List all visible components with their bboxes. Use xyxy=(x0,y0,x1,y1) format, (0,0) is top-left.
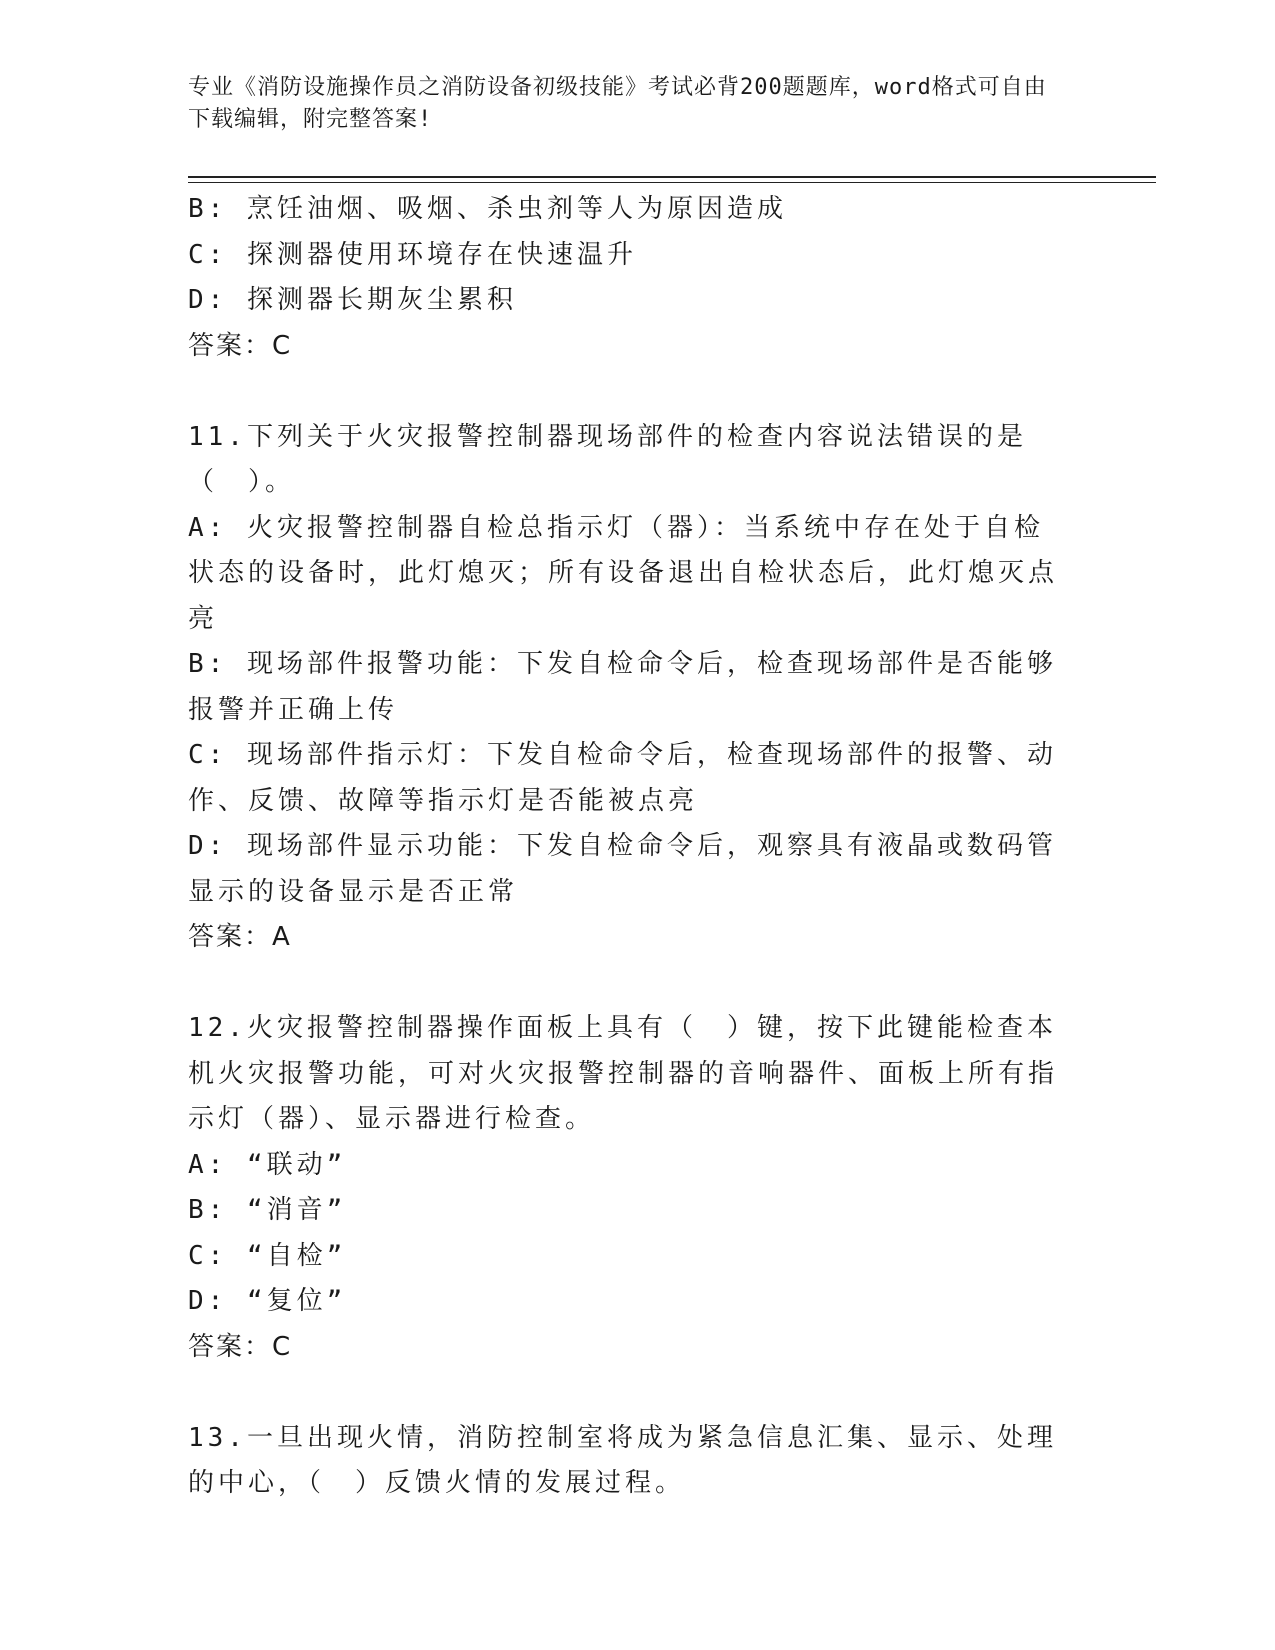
option-a: A: “联动” xyxy=(188,1149,347,1180)
header-divider-thick xyxy=(188,176,1156,178)
question-11 xyxy=(188,415,1073,961)
option-b: B: “消音” xyxy=(188,1195,347,1225)
spacer xyxy=(188,1370,1073,1416)
question-stem: 12.火灾报警控制器操作面板上具有（ ）键，按下此键能检查本机火灾报警功能，可对火灾报警控制器的音响器件、面板上所有指示灯（器）、显示器进行检查。 xyxy=(188,1013,1059,1134)
option-b: B: 现场部件报警功能：下发自检命令后，检查现场部件是否能够报警并正确上传 xyxy=(188,649,1057,725)
answer-line: 答案：C xyxy=(188,330,293,361)
question-13 xyxy=(188,1416,1073,1507)
option-c: C: 探测器使用环境存在快速温升 xyxy=(188,239,637,270)
header-divider-thin xyxy=(188,182,1156,183)
spacer xyxy=(188,961,1073,1007)
option-c: C: 现场部件指示灯：下发自检命令后，检查现场部件的报警、动作、反馈、故障等指示灯是否能被点亮 xyxy=(188,740,1057,816)
option-a: A: 火灾报警控制器自检总指示灯（器）：当系统中存在处于自检状态的设备时，此灯熄灭；所有设备退出自检状态后，此灯熄灭点亮 xyxy=(188,512,1059,634)
question-12 xyxy=(188,1006,1073,1370)
question-content xyxy=(188,187,1073,1507)
option-c: C: “自检” xyxy=(188,1240,347,1271)
option-d: D: 探测器长期灰尘累积 xyxy=(188,285,517,315)
question-10-tail xyxy=(188,187,1073,369)
option-d: D: “复位” xyxy=(188,1286,347,1316)
question-stem: 13.一旦出现火情，消防控制室将成为紧急信息汇集、显示、处理的中心，（ ）反馈火情的发展过程。 xyxy=(188,1422,1057,1498)
option-d: D: 现场部件显示功能：下发自检命令后，观察具有液晶或数码管显示的设备显示是否正常 xyxy=(188,831,1057,907)
answer-line: 答案：A xyxy=(188,922,292,952)
document-header: 专业《消防设施操作员之消防设备初级技能》考试必背200题题库，word格式可自由下载编辑，附完整答案! xyxy=(188,75,1047,132)
spacer xyxy=(188,369,1073,415)
question-stem: 11.下列关于火灾报警控制器现场部件的检查内容说法错误的是（ ）。 xyxy=(188,421,1027,497)
answer-line: 答案：C xyxy=(188,1331,293,1362)
option-b: B: 烹饪油烟、吸烟、杀虫剂等人为原因造成 xyxy=(188,194,787,224)
